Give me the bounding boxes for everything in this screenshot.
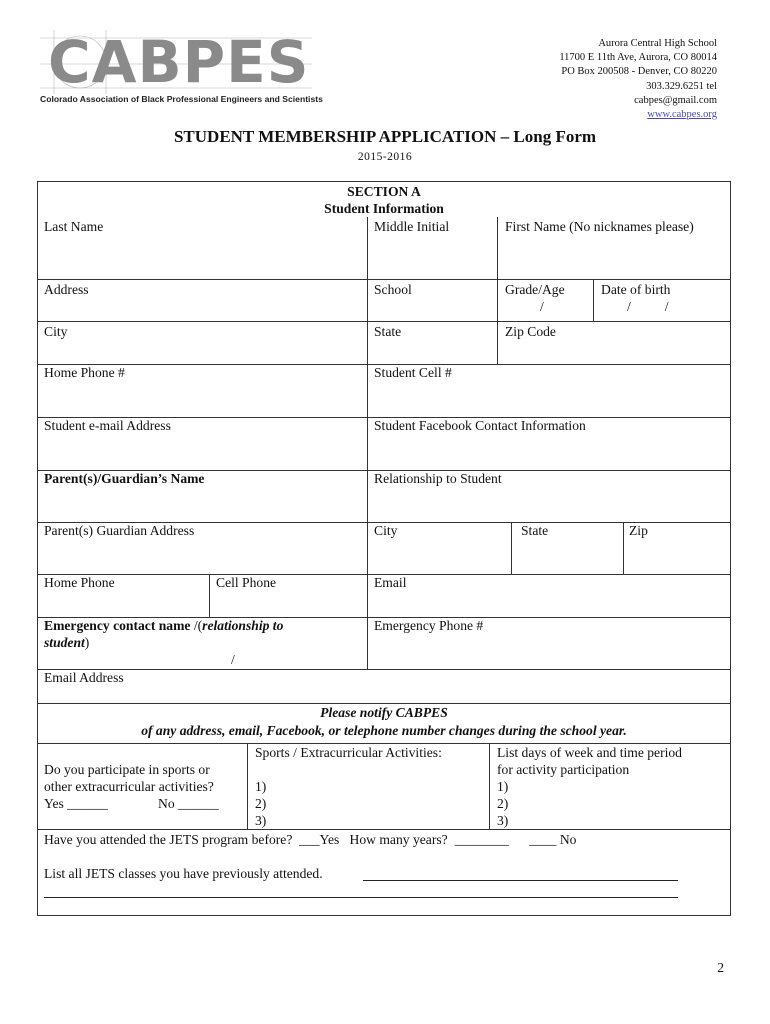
school-year: 2015-2016 [357,151,413,163]
activities-question: Do you participate in sports or [44,762,210,777]
address-line: PO Box 200508 - Denver, CO 80220 [561,66,717,78]
parent-cell-phone-field[interactable]: Cell Phone [216,575,277,590]
days-header: List days of week and time period [497,745,682,760]
home-phone-field[interactable]: Home Phone # [44,365,125,380]
last-name-field[interactable]: Last Name [44,219,104,234]
parent-address-field[interactable]: Parent(s) Guardian Address [44,523,195,538]
parent-home-phone-field[interactable]: Home Phone [44,575,115,590]
days-item-3[interactable]: 3) [497,813,509,828]
days-item-2[interactable]: 2) [497,796,509,811]
parent-name-field[interactable]: Parent(s)/Guardian’s Name [44,471,205,486]
organization-address [559,37,717,122]
address-field[interactable]: Address [44,282,89,297]
emergency-contact-field[interactable] [44,617,359,651]
address-line: cabpes@gmail.com [634,94,717,106]
emergency-contact-paren: /( [190,618,203,633]
zip-code-field[interactable]: Zip Code [505,324,556,339]
emergency-student-label: student [44,635,85,650]
jets-question[interactable]: Have you attended the JETS program before? ___Yes How many years? ________ ____ No [44,832,577,847]
emergency-phone-field[interactable]: Emergency Phone # [374,618,484,633]
logo-tagline: Colorado Association of Black Professional Engineers and Scientists [40,94,323,104]
grade-age-field[interactable]: Grade/Age [505,282,565,297]
days-header-2: for activity participation [497,762,630,777]
middle-initial-field[interactable]: Middle Initial [374,219,450,234]
application-form [37,181,731,916]
sports-item-3[interactable]: 3) [255,813,267,828]
student-email-field[interactable]: Student e-mail Address [44,418,171,433]
address-line: 11700 E 11th Ave, Aurora, CO 80014 [559,52,717,64]
sports-item-1[interactable]: 1) [255,779,267,794]
emergency-relationship-label: relationship to [202,618,284,633]
notice-line-2: of any address, email, Facebook, or telephone number changes during the school year. [141,723,627,738]
city-field[interactable]: City [44,324,68,339]
jets-classes-label: List all JETS classes you have previously attended. [44,866,323,881]
parent-state-field[interactable]: State [521,523,549,538]
page-number: 2 [717,960,724,975]
address-line: 303.329.6251 tel [646,80,717,92]
email-address-field[interactable]: Email Address [44,670,124,685]
jets-classes-line-2[interactable] [44,897,678,898]
date-of-birth-field[interactable]: Date of birth [601,282,671,297]
student-facebook-field[interactable]: Student Facebook Contact Information [374,418,586,433]
emergency-close-paren: ) [84,635,90,650]
cabpes-logo [40,28,323,110]
activities-yes-field[interactable]: Yes ______ [44,796,108,811]
student-cell-field[interactable]: Student Cell # [374,365,452,380]
section-subheading: Student Information [324,201,444,216]
section-heading: SECTION A [347,184,421,199]
notice-line-1: Please notify CABPES [320,705,448,720]
activities-no-field[interactable]: No ______ [158,796,219,811]
relationship-field[interactable]: Relationship to Student [374,471,502,486]
sports-item-2[interactable]: 2) [255,796,267,811]
jets-classes-line[interactable] [363,880,678,881]
emergency-separator: / [231,652,235,667]
first-name-field[interactable]: First Name (No nicknames please) [505,219,694,234]
activities-question-2: other extracurricular activities? [44,779,214,794]
days-item-1[interactable]: 1) [497,779,509,794]
page-title: STUDENT MEMBERSHIP APPLICATION – Long Form [173,127,597,146]
address-line: Aurora Central High School [598,38,717,49]
parent-city-field[interactable]: City [374,523,398,538]
state-field[interactable]: State [374,324,402,339]
website-link[interactable]: www.cabpes.org [647,109,717,121]
emergency-contact-label: Emergency contact name [44,618,191,633]
logo-wordmark: CABPES [48,28,310,96]
sports-header: Sports / Extracurricular Activities: [255,745,442,760]
parent-email-field[interactable]: Email [374,575,407,590]
parent-zip-field[interactable]: Zip [629,523,648,538]
date-of-birth-separators: / / [627,299,669,314]
school-field[interactable]: School [374,282,412,297]
grade-age-separator: / [540,299,544,314]
